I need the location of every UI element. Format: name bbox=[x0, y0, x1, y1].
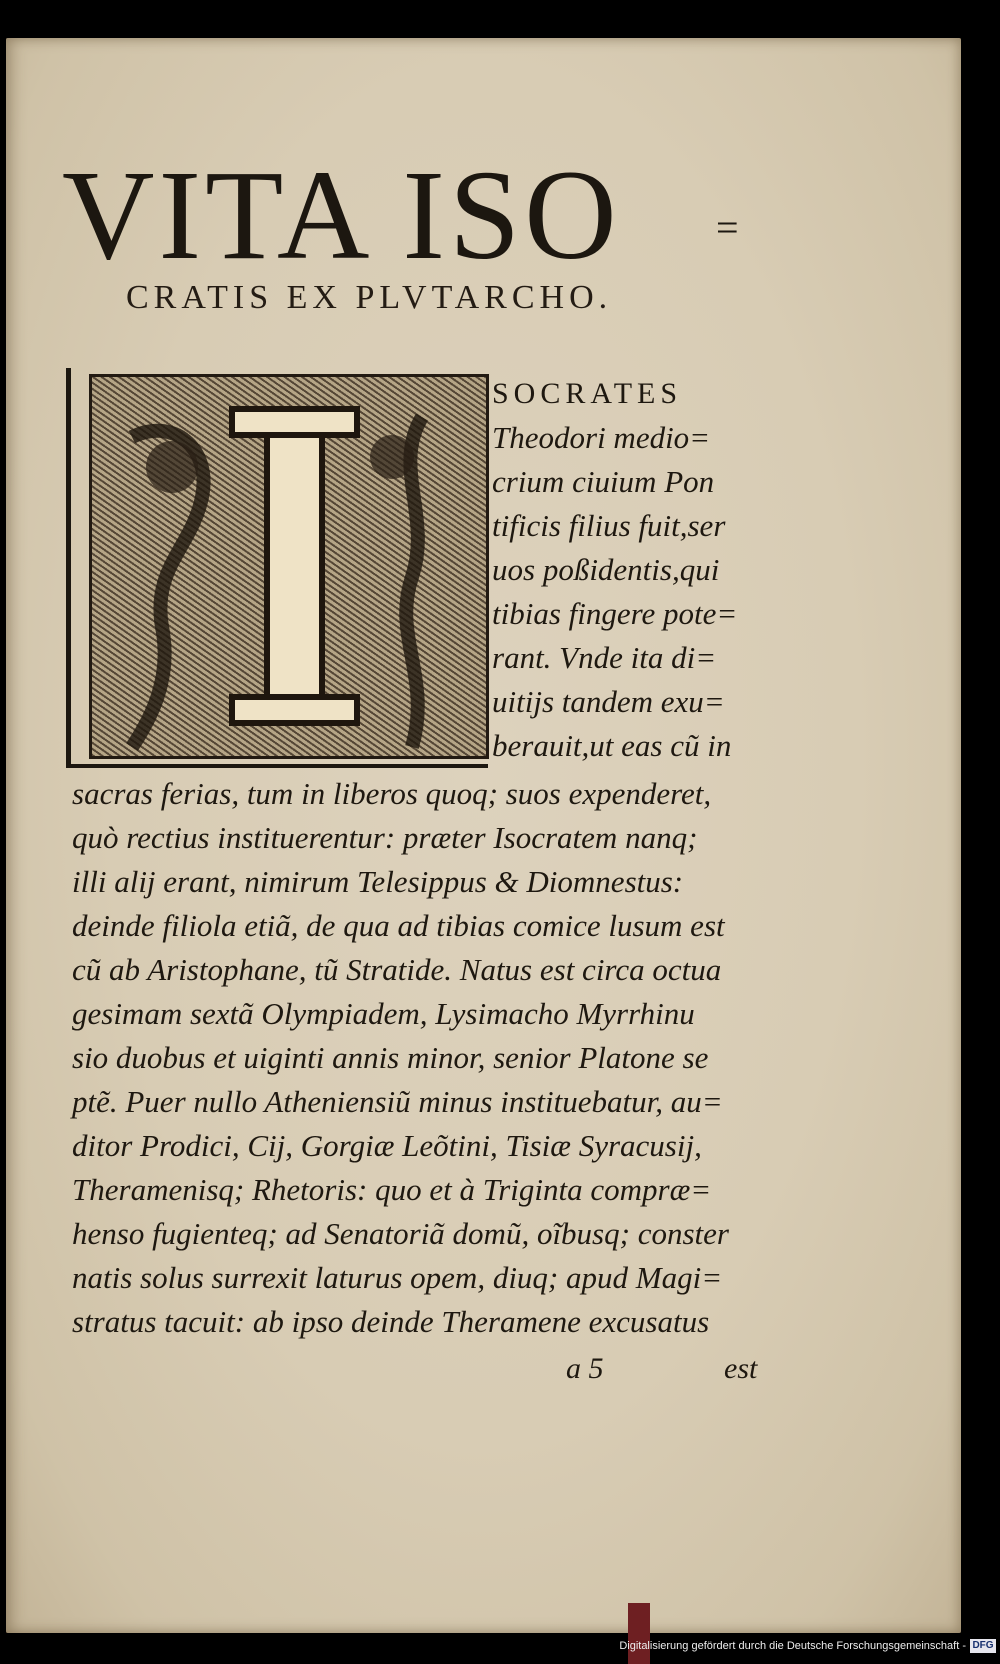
text-line: crium ciuium Pon bbox=[492, 464, 715, 499]
text-line: quò rectius instituerentur: præter Isocratem nanq; bbox=[72, 820, 698, 855]
woodcut-illustration bbox=[92, 377, 489, 759]
text-line: uos poßidentis,qui bbox=[492, 552, 720, 587]
text-line: sio duobus et uiginti annis minor, senior Platone se bbox=[72, 1040, 709, 1075]
title-hyphen: = bbox=[716, 205, 739, 250]
decorated-initial-frame bbox=[66, 368, 488, 768]
text-line: ditor Prodici, Cij, Gorgiæ Leõtini, Tisiæ Syracusij, bbox=[72, 1128, 702, 1163]
text-line: gesimam sextã Olympiadem, Lysimacho Myrrhinu bbox=[72, 996, 695, 1031]
text-line: berauit,ut eas cũ in bbox=[492, 728, 732, 763]
dfg-logo-icon: DFG bbox=[970, 1639, 996, 1653]
text-line: stratus tacuit: ab ipso deinde Theramene excusatus bbox=[72, 1304, 710, 1339]
text-line: SOCRATES bbox=[492, 377, 683, 410]
text-line: natis solus surrexit laturus opem, diuq; apud Magi= bbox=[72, 1260, 723, 1295]
main-text-block bbox=[72, 772, 729, 1344]
page-subtitle: CRATIS EX PLVTARCHO. bbox=[126, 279, 613, 316]
decorated-initial-woodcut-icon bbox=[89, 374, 489, 759]
page-title: VITA ISO bbox=[62, 144, 621, 286]
bookmark-ribbon bbox=[628, 1603, 650, 1664]
text-line: cũ ab Aristophane, tũ Stratide. Natus est circa octua bbox=[72, 952, 722, 987]
text-line: ptẽ. Puer nullo Atheniensiũ minus instituebatur, au= bbox=[72, 1084, 723, 1119]
text-line: rant. Vnde ita di= bbox=[492, 640, 717, 675]
text-line: sacras ferias, tum in liberos quoq; suos expenderet, bbox=[72, 776, 712, 811]
text-line: uitijs tandem exu= bbox=[492, 684, 725, 719]
digitization-credit: Digitalisierung gefördert durch die Deutsche Forschungsgemeinschaft - bbox=[619, 1640, 966, 1652]
text-line: illi alij erant, nimirum Telesippus & Diomnestus: bbox=[72, 864, 684, 899]
text-line: deinde filiola etiã, de qua ad tibias comice lusum est bbox=[72, 908, 725, 943]
catchword: est bbox=[724, 1352, 758, 1385]
signature-mark: a 5 bbox=[566, 1352, 604, 1385]
text-line: Theodori medio= bbox=[492, 420, 711, 455]
narrow-text-column bbox=[492, 372, 737, 768]
text-line: tificis filius fuit,ser bbox=[492, 508, 726, 543]
text-line: henso fugienteq; ad Senatoriã domũ, oĩbusq; conster bbox=[72, 1216, 729, 1251]
text-line: tibias fingere pote= bbox=[492, 596, 738, 631]
text-line: Theramenisq; Rhetoris: quo et à Triginta compræ= bbox=[72, 1172, 712, 1207]
